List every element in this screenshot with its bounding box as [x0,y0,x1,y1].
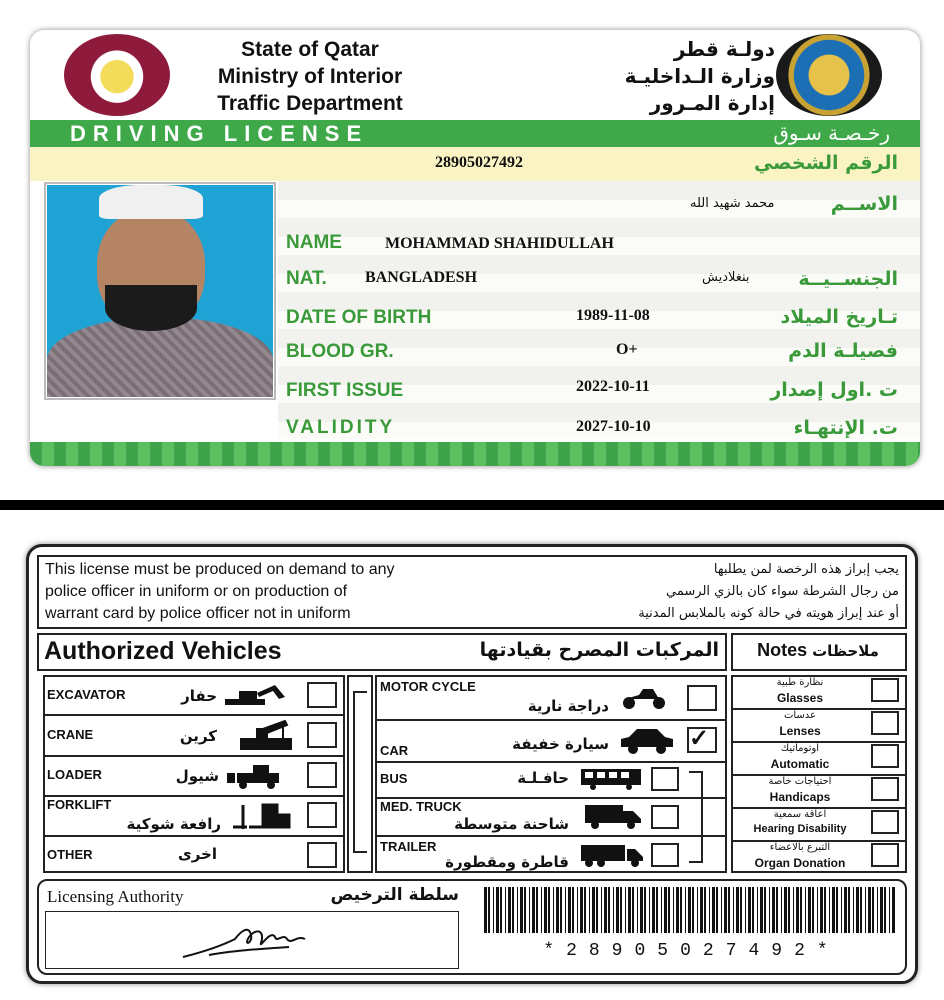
vehicle-bus-label-ar: حافـلـة [517,769,569,787]
note-organ-ar: التبرع بالاعضاء [769,842,831,853]
header-arabic [575,36,775,117]
first-issue-label-ar: ت .اول إصدار [770,379,898,401]
name-label: NAME [286,232,342,253]
vehicle-crane-label: CRANE [47,727,94,742]
header-state-ar: دولـة قطر [673,37,775,61]
note-hearing-ar: اعاقة سمعية [773,809,827,820]
header-department: Traffic Department [217,92,403,115]
bus-icon [579,767,643,791]
licensing-authority-label-ar: سلطة الترخيص [330,885,459,905]
authorized-vehicles-title: Authorized Vehicles [44,637,282,665]
notes-title-ar: ملاحظات [812,642,879,660]
card-divider [0,500,944,510]
note-hearing: Hearing Disability [753,823,847,835]
id-label-ar: الرقم الشخصي [753,152,898,174]
vehicle-bus-label: BUS [380,771,408,786]
vehicle-loader-label-ar: شيول [175,767,219,785]
notice-line-ar: يجب إبراز هذه الرخصة لمن يطلبها [713,562,899,577]
title-band [30,120,920,147]
blood-group-label-ar: فصيلـة الدم [788,340,898,362]
motorcycle-checkbox[interactable] [687,685,717,711]
validity-label: VALIDITY [286,417,396,438]
barcode [484,887,899,933]
header-ministry-ar: وزارة الـداخليـة [624,64,775,88]
decorative-footer [30,442,920,466]
nationality-label-ar: الجنســيــة [798,268,898,290]
vehicle-trailer-label: TRAILER [380,839,437,854]
forklift-icon [229,801,295,831]
trailer-icon [579,843,645,869]
header-department-ar: إدارة المـرور [649,91,775,115]
excavator-icon [221,683,291,709]
vehicle-car-label: CAR [380,743,409,758]
loader-checkbox[interactable] [307,762,337,788]
validity-label-ar: ت. الإنتهـاء [793,417,898,439]
id-number: 28905027492 [435,154,523,171]
loader-icon [225,761,295,789]
hearing-checkbox[interactable] [871,810,899,834]
driving-license-title: DRIVING LICENSE [70,121,369,146]
notice-line: warrant card by police officer not in uniform [45,605,351,622]
vehicle-other-label: OTHER [47,847,93,862]
vehicle-motorcycle-label: MOTOR CYCLE [380,679,476,694]
note-automatic: Automatic [770,757,830,771]
signature-image [179,917,309,965]
dob-label-ar: تـاريخ الميلاد [780,306,898,328]
gcc-emblem-icon [776,34,882,116]
crane-checkbox[interactable] [307,722,337,748]
car-icon [619,727,675,755]
vehicle-medium-truck-label-ar: شاحنة متوسطة [454,815,569,833]
note-lenses-ar: عدسات [783,710,817,721]
header-ministry: Ministry of Interior [217,65,403,88]
dob-value: 1989-11-08 [576,307,650,324]
notes-title-en: Notes [757,640,808,660]
handicaps-checkbox[interactable] [871,777,899,801]
notice-line-ar: أو عند إبراز هويته في حالة كونه بالملابس المدنية [638,606,899,621]
car-checkmark-icon: ✓ [689,725,710,752]
glasses-checkbox[interactable] [871,678,899,702]
vehicle-trailer-label-ar: قاطرة ومقطورة [445,853,569,871]
vehicle-motorcycle-label-ar: دراجة نارية [527,697,609,715]
licensing-authority-label: Licensing Authority [47,887,184,906]
nationality-label: NAT. [286,268,327,289]
vehicle-medium-truck-label: MED. TRUCK [380,799,462,814]
validity-value: 2027-10-10 [576,418,651,435]
name-value-ar: محمد شهيد الله [690,196,775,211]
trailer-checkbox[interactable] [651,843,679,867]
note-handicaps: Handicaps [769,790,831,804]
medium-truck-checkbox[interactable] [651,805,679,829]
note-glasses: Glasses [776,691,824,705]
lenses-checkbox[interactable] [871,711,899,735]
notice-line: This license must be produced on demand to any [45,561,395,578]
organ-donation-checkbox[interactable] [871,843,899,867]
nationality-value-ar: بنغلاديش [702,270,750,285]
vehicle-crane-label-ar: كرين [179,727,217,745]
left-group-bracket [353,691,367,853]
other-checkbox[interactable] [307,842,337,868]
license-front [30,30,920,466]
nationality-value: BANGLADESH [365,269,478,286]
notice-line-ar: من رجال الشرطة سواء كان بالزي الرسمي [666,584,899,599]
note-organ: Organ Donation [754,856,846,870]
motorcycle-icon [619,683,669,711]
authorized-vehicles-title-ar: المركبات المصرح بقيادتها [479,639,719,661]
qatar-emblem-icon [64,34,170,116]
name-value: MOHAMMAD SHAHIDULLAH [385,235,614,252]
vehicle-forklift-label: FORKLIFT [47,797,112,812]
notice-english [45,559,395,625]
first-issue-value: 2022-10-11 [576,378,650,395]
vehicle-excavator-label-ar: حفار [181,687,217,705]
note-glasses-ar: نظارة طبية [776,677,824,688]
bus-checkbox[interactable] [651,767,679,791]
notes-title [735,640,901,661]
first-issue-label: FIRST ISSUE [286,380,404,401]
note-handicaps-ar: احتياجات خاصة [768,776,832,787]
vehicle-car-label-ar: سيارة خفيفة [512,735,609,753]
vehicle-excavator-label: EXCAVATOR [47,687,126,702]
forklift-checkbox[interactable] [307,802,337,828]
header-state: State of Qatar [241,38,379,61]
id-number-row [30,147,920,181]
excavator-checkbox[interactable] [307,682,337,708]
crane-icon [237,719,295,751]
holder-photo [44,182,276,400]
barcode-number: *28905027492* [543,941,840,961]
dob-label: DATE OF BIRTH [286,307,432,328]
note-lenses: Lenses [779,724,821,738]
vehicle-forklift-label-ar: رافعة شوكية [126,815,221,833]
header-english [180,36,440,117]
medium-truck-icon [583,803,643,831]
name-label-ar: الاســم [830,193,898,215]
notice-arabic [499,559,899,625]
license-back [26,544,918,984]
vehicle-loader-label: LOADER [47,767,102,782]
automatic-checkbox[interactable] [871,744,899,768]
right-group-bracket [689,771,703,863]
vehicle-other-label-ar: اخرى [177,845,217,863]
driving-license-title-ar: رخـصـة سـوق [773,121,890,145]
notice-line: police officer in uniform or on production of [45,583,348,600]
blood-group-label: BLOOD GR. [286,341,394,362]
note-automatic-ar: اوتوماتيك [780,743,820,754]
blood-group-value: O+ [616,341,638,358]
